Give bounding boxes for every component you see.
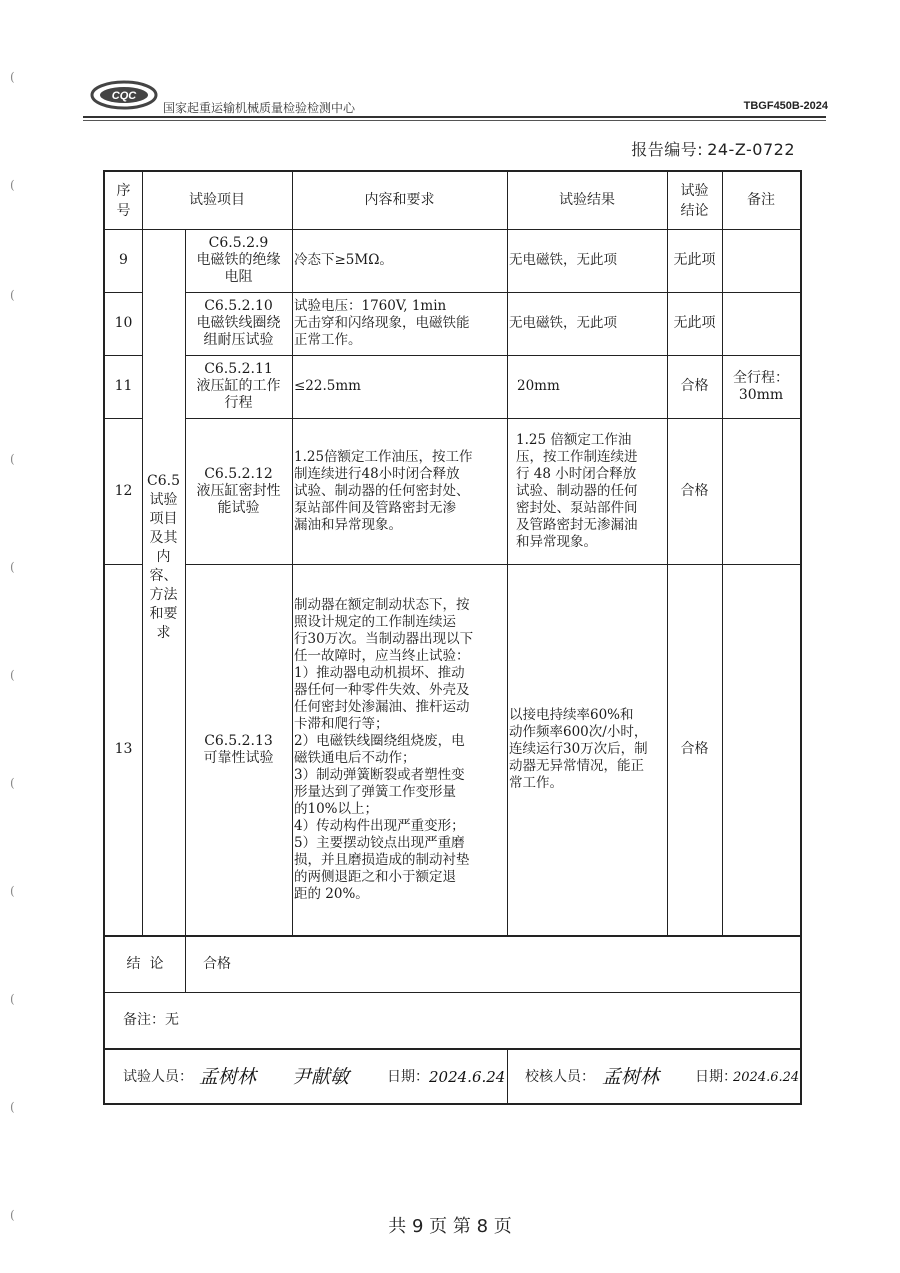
- binding-mark: (: [10, 178, 15, 192]
- row-result: 20mm: [517, 378, 560, 394]
- tester-signature-1: 孟树林: [199, 1066, 257, 1088]
- binding-mark: (: [10, 992, 15, 1006]
- tester-label: 试验人员：: [123, 1069, 193, 1085]
- date-value-1: 2024.6.24: [429, 1068, 506, 1086]
- row-content: 制动器在额定制动状态下，按 照设计规定的工作制连续运 行30万次。当制动器出现以下 任一故障时，应当终止试验： 1）推动器电动机损坏、推动 器任何一种零件失效、外壳及 任何密封处渗漏油、推杆运动 卡滞和爬行等； 2）电磁铁线圈绕组烧废，电 磁铁通电后不动作； 3）制动弹簧断裂或者塑性变 形量达到了弹簧工作变形量 的10%以上； 4）传动构件出现严重变形； 5）主要摆动铰点出现严重磨 损，并且磨损造成的制动衬垫 的两侧退距之和小于额定退 距的 20%。: [294, 596, 474, 902]
- row-content: 试验电压：1760V, 1min 无击穿和闪络现象，电磁铁能 正常工作。: [294, 298, 470, 348]
- binding-mark: (: [10, 452, 15, 466]
- binding-mark: (: [10, 884, 15, 898]
- row-content: 1.25倍额定工作油压，按工作 制连续进行48小时闭合释放 试验、制动器的任何密封处、 泵站部件间及管路密封无渗 漏油和异常现象。: [294, 448, 473, 533]
- conclusion-value: 合格: [203, 956, 231, 972]
- header-item: 试验项目: [189, 192, 245, 208]
- conclusion-label: 结 论: [126, 956, 164, 972]
- binding-mark: (: [10, 1100, 15, 1114]
- header-no: 序 号: [116, 182, 131, 219]
- category-label: C6.5 试验 项目 及其 内容、 方法 和要 求: [147, 473, 180, 641]
- test-results-table: [103, 170, 802, 1105]
- header-rule: [83, 116, 826, 118]
- header-result: 试验结果: [559, 192, 615, 208]
- row-conclusion: 无此项: [673, 315, 716, 331]
- row-item: C6.5.2.12 液压缸密封性 能试验: [196, 465, 281, 516]
- binding-mark: (: [10, 776, 15, 790]
- row-no: 10: [114, 315, 133, 331]
- row-item: C6.5.2.13 可靠性试验: [203, 732, 274, 766]
- date-label-1: 日期：: [387, 1069, 429, 1085]
- org-name: 国家起重运输机械质量检验检测中心: [163, 101, 356, 115]
- row-conclusion: 无此项: [673, 252, 716, 268]
- binding-mark: (: [10, 70, 15, 84]
- svg-text:CQC: CQC: [111, 90, 137, 102]
- row-no: 11: [114, 378, 133, 394]
- row-conclusion: 合格: [680, 378, 709, 394]
- checker-label: 校核人员：: [525, 1069, 595, 1085]
- report-number: [627, 137, 795, 160]
- row-item: C6.5.2.9 电磁铁的绝缘 电阻: [196, 235, 281, 285]
- header-rule-thin: [83, 120, 826, 121]
- binding-mark: (: [10, 668, 15, 682]
- row-no: 12: [114, 482, 133, 499]
- binding-mark: (: [10, 560, 15, 574]
- row-conclusion: 合格: [680, 741, 709, 757]
- row-result: 1.25 倍额定工作油 压，按工作制连续进 行 48 小时闭合释放 试验、制动器的任何 密封处、泵站部件间 及管路密封无渗漏油 和异常现象。: [516, 431, 638, 550]
- row-content: ≤22.5mm: [294, 378, 361, 394]
- tester-signature-2: 尹献敏: [292, 1066, 350, 1088]
- row-no: 9: [119, 252, 128, 268]
- remark-text: 备注：无: [123, 1012, 179, 1028]
- row-no: 13: [114, 741, 133, 757]
- header-remark: 备注: [747, 192, 775, 208]
- logo-cqc: [90, 80, 158, 110]
- doc-code: TBGF450B-2024: [743, 100, 828, 112]
- header-content: 内容和要求: [364, 192, 435, 208]
- header-conclusion: 试验 结论: [680, 182, 709, 219]
- page-footer: 共 9 页 第 8 页: [388, 1216, 512, 1237]
- row-remark: [722, 292, 800, 355]
- row-result: 无电磁铁，无此项: [509, 252, 617, 268]
- row-result: 无电磁铁，无此项: [509, 315, 617, 331]
- binding-mark: (: [10, 288, 15, 302]
- row-conclusion: 合格: [680, 482, 709, 499]
- checker-signature: 孟树林: [602, 1066, 660, 1088]
- row-remark: [722, 564, 800, 935]
- binding-mark: (: [10, 1208, 15, 1222]
- row-remark: [722, 418, 800, 564]
- report-number-label: 报告编号:: [631, 140, 704, 159]
- row-item: C6.5.2.10 电磁铁线圈绕 组耐压试验: [196, 298, 281, 348]
- row-remark: [722, 229, 800, 292]
- row-remark: 全行程： 30mm: [733, 369, 789, 403]
- row-result: 以接电持续率60%和 动作频率600次/小时， 连续运行30万次后，制 动器无异常情况，能正 常工作。: [509, 707, 648, 791]
- row-content: 冷态下≥5MΩ。: [294, 252, 393, 268]
- date-label-2: 日期：: [695, 1069, 737, 1085]
- report-number-value: 24-Z-0722: [707, 140, 795, 159]
- date-value-2: 2024.6.24: [733, 1070, 800, 1085]
- row-item: C6.5.2.11 液压缸的工作 行程: [196, 361, 281, 411]
